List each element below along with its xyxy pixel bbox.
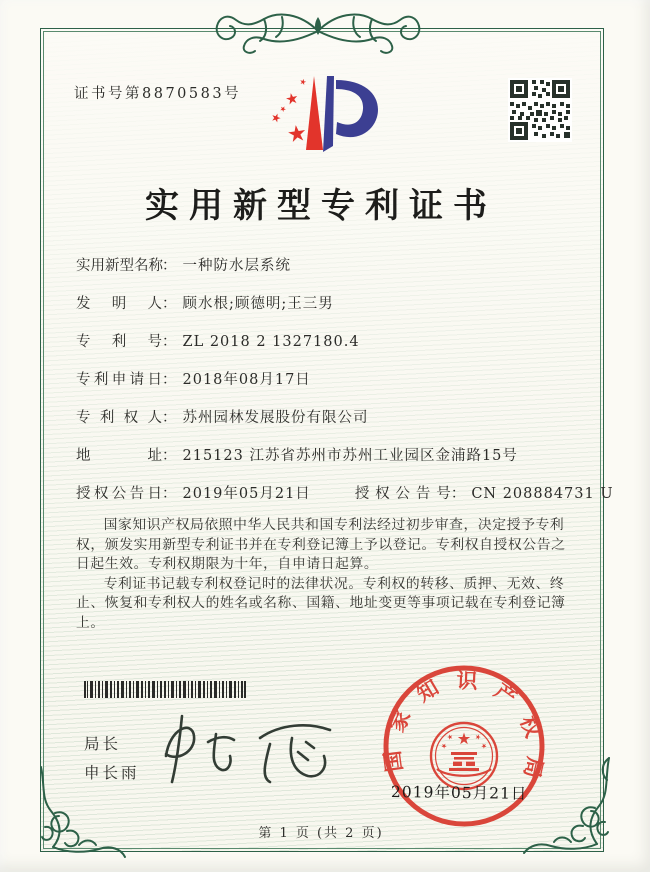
certificate-title: 实用新型专利证书 [145, 186, 497, 226]
legal-paragraph-2: 专利证书记载专利权登记时的法律状况。专利权的转移、质押、无效、终止、恢复和专利权人的姓名或名称、国籍、地址变更等事项记载在专利登记簿上。 [76, 575, 566, 631]
field-value: 2019年05月21日 [182, 486, 311, 502]
field-colon: ： [162, 296, 177, 312]
field-row-grant-date [76, 482, 614, 504]
field-colon: ： [162, 448, 177, 464]
field-colon: ： [162, 258, 177, 274]
field-row-patentee [76, 406, 576, 428]
field-row-name [76, 254, 576, 276]
director-signature [148, 708, 348, 798]
field-row-inventors [76, 292, 576, 314]
field-label: 实用新型名称 [76, 258, 163, 274]
legal-text [76, 516, 576, 634]
field-label: 授权公告号 [354, 486, 451, 502]
director-block [84, 730, 140, 788]
field-label: 发明人 [76, 296, 162, 312]
grant-number-pair [355, 486, 614, 502]
field-label: 专利申请日 [76, 372, 162, 388]
field-colon: ： [162, 334, 177, 350]
cnipa-seal [378, 660, 550, 832]
certificate-number: 证书号第8870583号 [74, 86, 242, 102]
field-value: 2018年08月17日 [182, 372, 311, 388]
field-value: CN 208884731 U [471, 486, 614, 502]
barcode [84, 681, 246, 698]
seal-date: 2019年05月21日 [390, 782, 528, 803]
legal-paragraph-1: 国家知识产权局依照中华人民共和国专利法经过初步审查，决定授予专利权，颁发实用新型专利证书并在专利登记簿上予以登记。专利权自授权公告之日起生效。专利权期限为十年，自申请日起算。 [76, 517, 566, 573]
field-value: 215123 江苏省苏州市苏州工业园区金浦路15号 [182, 448, 518, 464]
page-number: 第 1 页 (共 2 页) [258, 826, 384, 841]
field-row-patent-no [76, 330, 576, 352]
qr-code [508, 78, 572, 142]
field-row-filing-date [76, 368, 576, 390]
field-value: 苏州园林发展股份有限公司 [182, 410, 369, 426]
cnipa-logo-icon [256, 74, 390, 170]
field-row-address [76, 444, 576, 466]
field-label: 专利权人 [76, 410, 162, 426]
field-colon: ： [162, 486, 177, 502]
field-value: 顾水根;顾德明;王三男 [182, 296, 334, 312]
field-list [76, 254, 614, 520]
field-label: 授权公告日 [76, 486, 162, 502]
top-flourish-icon [212, 5, 424, 55]
field-value: ZL 2018 2 1327180.4 [182, 334, 360, 350]
seal-text: 国家知识产权局 [379, 667, 549, 781]
field-colon: ： [450, 486, 466, 502]
director-name: 申长雨 [84, 764, 140, 782]
national-emblem-icon [431, 723, 497, 789]
field-colon: ： [162, 410, 177, 426]
field-label: 地址 [76, 448, 162, 464]
director-title: 局长 [84, 735, 122, 753]
field-colon: ： [162, 372, 177, 388]
field-label: 专利号 [76, 334, 162, 350]
field-value: 一种防水层系统 [182, 258, 291, 274]
